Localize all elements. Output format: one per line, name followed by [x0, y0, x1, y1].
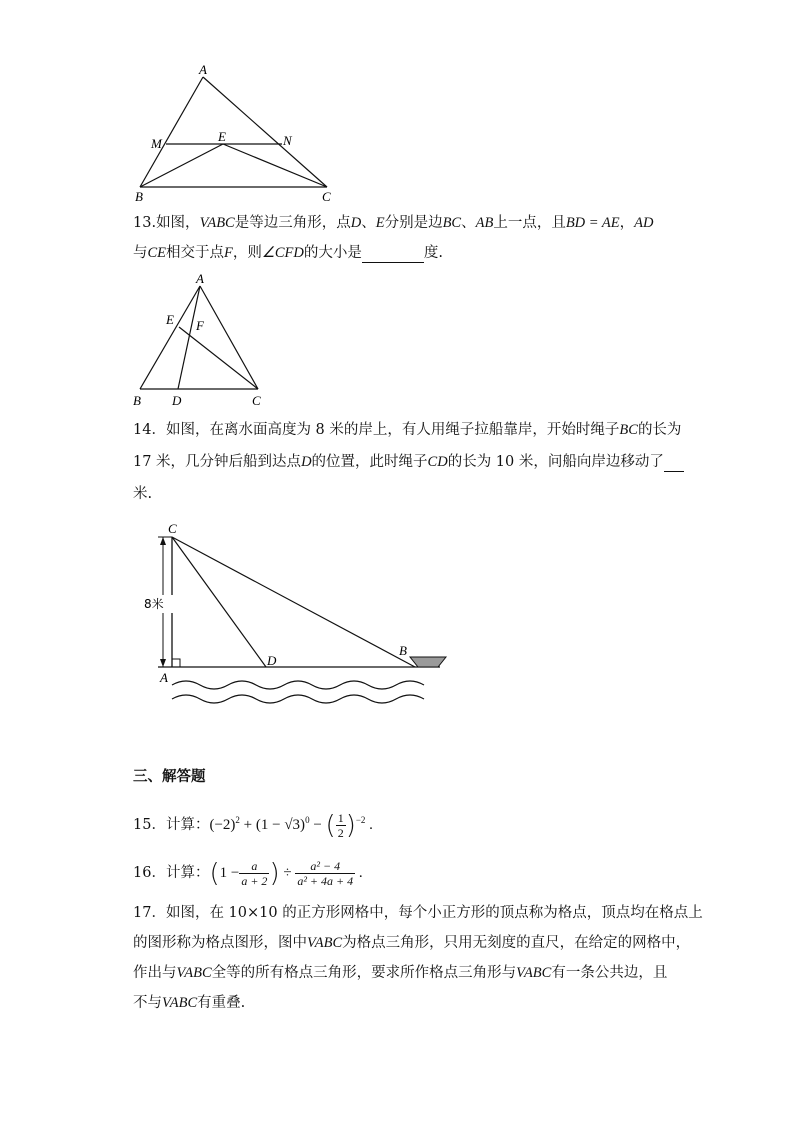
label-C: C — [168, 521, 177, 536]
q15: 15．计算：$(-2)^2 + (1 - √3)^0$ − ( $\frac{1}{2}$ )$^{-2}$ . — [133, 810, 373, 841]
q14-line3: 米. — [133, 486, 153, 502]
label-B: B — [135, 189, 143, 204]
label-A: A — [196, 271, 204, 286]
label-E: E — [166, 312, 174, 327]
label-B: B — [133, 393, 141, 408]
label-E: E — [218, 129, 226, 144]
figure-q13 — [128, 270, 278, 410]
section-title: 三、解答题 — [133, 769, 206, 785]
label-A: A — [160, 670, 168, 685]
figure-q14 — [140, 515, 460, 710]
label-N: N — [283, 133, 292, 148]
label-M: M — [151, 136, 162, 151]
q14-line1: 14．如图，在离水面高度为 8 米的岸上，有人用绳子拉船靠岸，开始时绳子BC的长为 — [133, 422, 682, 438]
label-D: D — [172, 393, 182, 408]
answer-blank — [362, 248, 424, 263]
answer-blank — [664, 457, 684, 472]
q17-line3: 作出与VABC全等的所有格点三角形，要求所作格点三角形与VABC有一条公共边，且 — [133, 965, 668, 981]
height-label: 8米 — [144, 597, 164, 611]
q17-line1: 17．如图，在 10×10 的正方形网格中，每个小正方形的顶点称为格点，顶点均在格点上 — [133, 905, 703, 921]
q13-line2: 与CE相交于点F，则∠CFD的大小是 度. — [133, 245, 443, 261]
q13-line1: 13.如图，VABC是等边三角形，点D、E分别是边BC、AB上一点，且BD = AE，AD — [133, 215, 654, 231]
q14-line2: 17 米，几分钟后船到达点D的位置，此时绳子CD的长为 10 米，问船向岸边移动了 — [133, 452, 684, 472]
q17-line4: 不与VABC有重叠. — [133, 995, 246, 1011]
figure-q12 — [130, 60, 350, 205]
label-B: B — [399, 643, 407, 658]
label-D: D — [267, 653, 277, 668]
label-C: C — [252, 393, 261, 408]
label-F: F — [196, 318, 204, 333]
label-A: A — [199, 62, 207, 77]
q17-line2: 的图形称为格点图形，图中VABC为格点三角形，只用无刻度的直尺，在给定的网格中， — [133, 935, 691, 951]
q16: 16．计算：(1 − $\frac{a}{a + 2}$ ) ÷ $\frac{\text{a² − 4}}{\text{a² + 4a + 4}}$ . — [133, 858, 363, 889]
label-C: C — [322, 189, 331, 204]
